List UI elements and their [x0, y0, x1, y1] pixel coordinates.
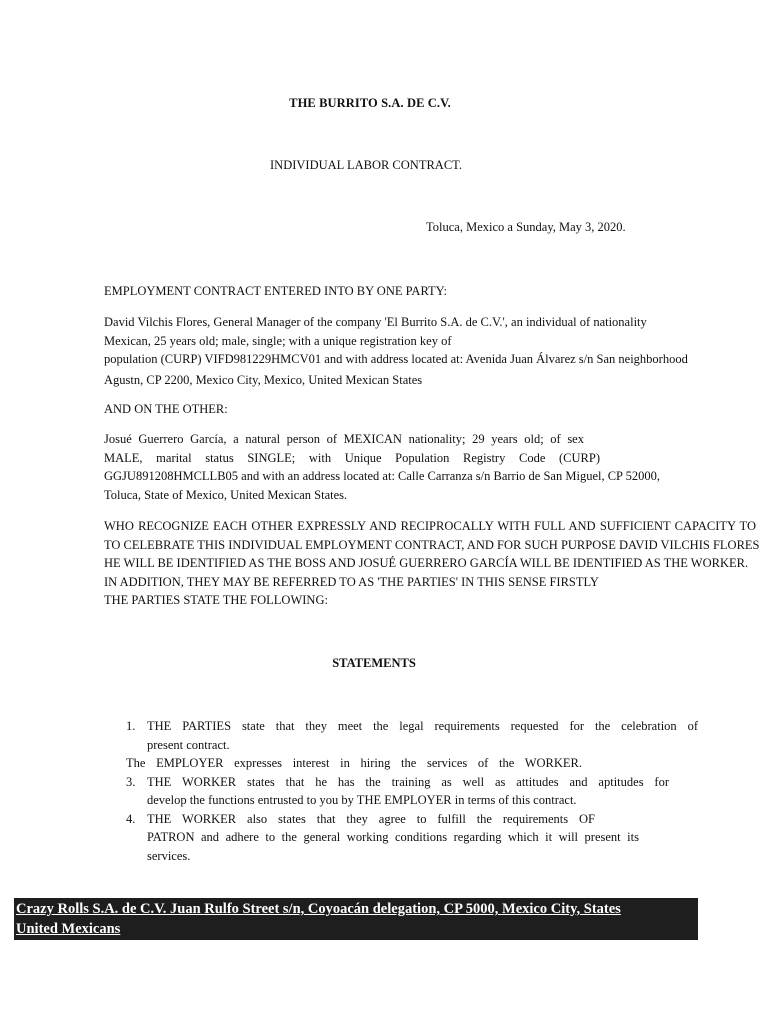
list-item: [126, 773, 669, 810]
paragraph-line: Mexican, 25 years old; male, single; with a unique registration key of: [104, 333, 452, 348]
place-date: Toluca, Mexico a Sunday, May 3, 2020.: [426, 220, 626, 234]
other-heading: AND ON THE OTHER:: [104, 402, 228, 416]
paragraph-line: IN ADDITION, THEY MAY BE REFERRED TO AS 'THE PARTIES' IN THIS SENSE FIRSTLY: [104, 574, 599, 589]
paragraph-line: Josué Guerrero García, a natural person of MEXICAN nationality; 29 years old; of sex: [104, 432, 584, 446]
paragraph-line: HE WILL BE IDENTIFIED AS THE BOSS AND JOSUÉ GUERRERO GARCÍA WILL BE IDENTIFIED AS THE WORKER.: [104, 556, 749, 570]
list-item-number: 4.: [126, 811, 136, 826]
paragraph-line: David Vilchis Flores, General Manager of the company 'El Burrito S.A. de C.V.', an individual of nationality: [104, 315, 647, 329]
company-title: THE BURRITO S.A. DE C.V.: [289, 96, 451, 110]
paragraph-line: Agustn, CP 2200, Mexico City, Mexico, United Mexican States: [104, 372, 423, 387]
statements-title: STATEMENTS: [332, 656, 416, 670]
footer-line: United Mexicans: [16, 921, 121, 937]
paragraph-line: MALE, marital status SINGLE; with Unique Population Registry Code (CURP): [104, 450, 600, 465]
list-item-line: present contract.: [147, 737, 230, 752]
list-item: [126, 717, 698, 754]
list-item-line: THE WORKER states that he has the training as well as attitudes and aptitudes for: [147, 774, 669, 789]
contract-title: INDIVIDUAL LABOR CONTRACT.: [270, 158, 462, 172]
footer-line: Crazy Rolls S.A. de C.V. Juan Rulfo Street s/n, Coyoacán delegation, CP 5000, Mexico City, States: [16, 901, 621, 917]
list-item-number: 3.: [126, 774, 136, 789]
paragraph-line: THE PARTIES STATE THE FOLLOWING:: [104, 593, 328, 607]
paragraph-line: Toluca, State of Mexico, United Mexican States.: [104, 487, 348, 502]
list-item-line: PATRON and adhere to the general working conditions regarding which it will present its: [147, 830, 639, 844]
list-item-line: THE PARTIES state that they meet the legal requirements requested for the celebration of: [147, 719, 698, 733]
list-item-line: THE WORKER also states that they agree to fulfill the requirements OF: [147, 811, 595, 826]
list-item: [126, 810, 639, 866]
list-item-line: develop the functions entrusted to you by THE EMPLOYER in terms of this contract.: [147, 793, 577, 807]
list-item: The EMPLOYER expresses interest in hiring the services of the WORKER.: [126, 756, 582, 770]
paragraph-line: GGJU891208HMCLLB05 and with an address located at: Calle Carranza s/n Barrio de San Miguel, CP 52000,: [104, 469, 661, 483]
party-two-paragraph: [104, 430, 661, 504]
list-item-line: services.: [147, 848, 191, 863]
paragraph-line: TO CELEBRATE THIS INDIVIDUAL EMPLOYMENT CONTRACT, AND FOR SUCH PURPOSE DAVID VILCHIS FLORES: [104, 537, 760, 552]
paragraph-line: WHO RECOGNIZE EACH OTHER EXPRESSLY AND RECIPROCALLY WITH FULL AND SUFFICIENT CAPACITY TO: [104, 519, 756, 533]
intro-heading: EMPLOYMENT CONTRACT ENTERED INTO BY ONE PARTY:: [104, 284, 448, 298]
paragraph-line: population (CURP) VIFD981229HMCV01 and with address located at: Avenida Juan Álvarez s/n San neighborhood: [104, 352, 688, 366]
footer-banner: [14, 898, 698, 940]
list-item-number: 1.: [126, 719, 136, 733]
party-one-paragraph: [104, 313, 688, 389]
statements-list: [126, 717, 698, 865]
recognition-paragraph: [104, 517, 764, 610]
